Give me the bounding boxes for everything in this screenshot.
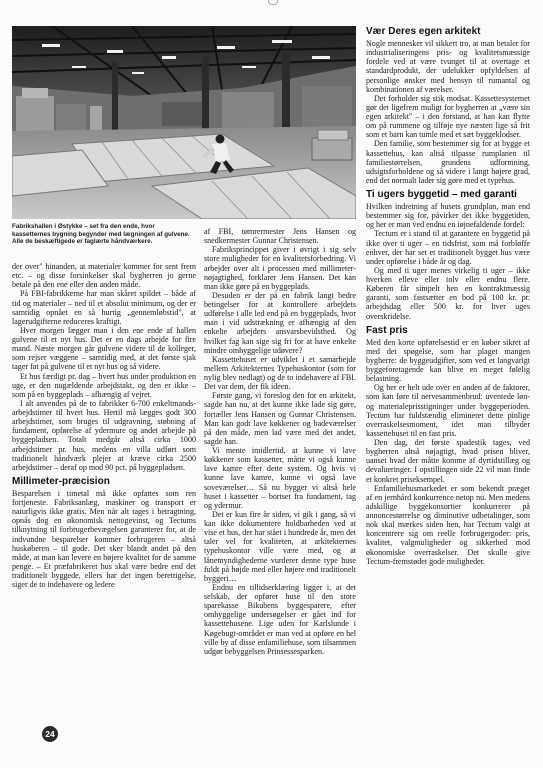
paragraph: Et hus færdigt pr. dag – hvert hus under produktion en uge, er den nugældende arbejdstakt, og den er ikke – som på en byggeplads – afhængig af vejret. [12, 371, 196, 399]
paragraph: På FBI-fabrikkerne har man skåret spildet – både af tid og materialer – ned til et absolut minimum, og der er samtidig opnået en så hurtig „gennemløbstid", at lagerudgifterne reduceres kraftigt. [12, 289, 196, 326]
paragraph: Det forholder sig stik modsat. Kassettesystemet gør det ligefrem muligt for bygherren at „være sin egen arkitekt" – i den forstand, at han kan flytte om på rummene og tilføje nye næsten lige så frit som et barn kan tumle med et sæt byggeklodser. [366, 93, 530, 140]
paragraph: Den dag, det første spadestik tages, ved bygherren altså nøjagtigt, hvad prisen bliver, uanset hvad der måtte komme af dyrtidstillæg og devalueringer. I opstillingen side 22 vil man finde et konkret priseksempel. [366, 438, 530, 484]
subheading-fast-pris: Fast pris [366, 324, 408, 336]
paragraph: Endnu en tillidserklæring ligger i, at det selskab, der opfører huse til den store sparekasse Bikubens byggesparere, efter omhyggelige undersøgelser er gået ind for kassettehusene. Lige uden for Karlslunde i Køgebugt-området er man ved at opføre en hel ville by af disse enfamiliehuse, som tilsammen udgør bebyggelsen Prinsessesparken. [204, 582, 356, 656]
paragraph: Hvilken indretning af husets grundplan, man end bestemmer sig for, påvirker det ikke byggetiden, og her er man ved endnu en iøjnefaldende fordel: [366, 202, 530, 230]
paragraph: Fabriksprincippet giver i øvrigt i sig selv store muligheder for en kvalitetsforbedring. Vi arbejder over alt i processen med millimeter-nøjagtighed, forklarer Jens Hansen. Det kan man ikke gøre på en byggeplads. [204, 245, 356, 291]
paragraph: Det er kun fire år siden, vi gik i gang, så vi kan ikke dokumentere holdbarheden ved at vise et hus, der har stået i hundrede år, men det taler vel for kvaliteten, at arkitekternes typehuskontor ville være med, og at lånemyndighederne vurderer denne type huse fuldt på højde med eller højere end traditionelt byggeri… [204, 509, 356, 583]
paragraph: Tectum er i stand til at garantere en byggetid på ikke over ti uger – en tidsfrist, som må forbløffe enhver, der har set et traditionelt bygget hus være under opførelse i både år og dag. [366, 229, 530, 266]
paragraph: Første gang, vi foreslog den for en arkitekt, sagde han nu, at det kunne ikke lade sig gøre, fortæller Jens Hansen og Gunnar Christensen. Man kan godt lave køkkener og badeværelser på den måde, men lad være med det andet, sagde han. [204, 391, 356, 446]
subheading-vaer-deres-egen-arkitekt: Vær Deres egen arkitekt [366, 26, 481, 37]
paragraph: Vi mente imidlertid, at kunne vi lave køkkener som kassetter, måtte vi også kunne lave kamre efter dette system. Og hvis vi kunne lave kamre, kunne vi også lave soveværelser… Så nu bygger vi altså hele huset i kassetter – bortset fra fundament, tag og ydermur. [204, 446, 356, 510]
photo-caption: Fabrikshallen i Østykke – set fra den ende, hvor kassetternes bygning begynder med lægningen af gulvene. Alle de beskæftigede er faglærte håndværkere. [12, 223, 190, 246]
paragraph: Og med ti uger menes virkelig ti uger – ikke hverken elleve eller tolv eller endnu flere. Køberen får simpelt hen en kontraktmæssig garanti, som fastsætter en bod på 100 kr. pr. arbejdsdag eller 500 kr. for hver uges overskridelse. [366, 265, 530, 321]
article-column-1 [12, 262, 196, 589]
article-column-2 [204, 227, 356, 656]
paragraph: Kassettehuset er udviklet i et samarbejde mellem Arkitekternes Typehuskontor (som for nylig blev nedlagt) og de to indehavere af FBI. Det var dem, der fik ideen. [204, 354, 356, 392]
paragraph: der over" hinanden, at materialer kommer for sent frem etc. – og disse forsinkelser skal bygherren jo gerne betale på den ene eller den anden måde. [12, 262, 196, 290]
paragraph: Den familie, som bestemmer sig for at bygge et kassettehus, kan altså tilpasse rumplanen til familiestørrelsen, grundens udformning, udsigtsforholdene og så videre i langt højere grad, end det normalt lader sig gøre med et typehus. [366, 139, 530, 185]
article-column-3 [366, 26, 530, 566]
paragraph: Besparelsen i timetal må ikke opfattes som ren fortjeneste. Fabriksanlæg, maskiner og transport er naturligvis ikke gratis. Men når alt tages i betragtning, opnås dog en økonomisk nettogevinst, og Tectums tilknytning til forbrugerbevægelsen garanterer for, at de indvundne besparelser kommer forbrugeren – altså huskøberen – til gode. Det sker blandt andet på den måde, at man kan levere en højere kvalitet for de samme penge. – Et præfabrikeret hus skal være bedre end det traditionelt byggede, ellers har det ingen berettigelse, siger de to indehavere og ledere [12, 488, 196, 590]
subheading-ti-ugers-byggetid: Ti ugers byggetid – med garanti [366, 189, 517, 200]
paragraph: Desuden er der på en fabrik langt bedre betingelser for at kontrollere arbejdets udførelse i alle led end på en byggeplads, hvor man i vid udstrækning er afhængig af den enkelte arbejders ansvarsbevidsthed. Og hvilket fag kan sige sig fri for at have enkelte mindre omhyggelige udøvere? [204, 290, 356, 355]
paragraph: Med den korte opførelsestid er en køber sikret af med det spøgelse, som har plaget mangen bygherre: de byggeudgifter, som ved et langvarigt byggeforetagende kan blive en meget følelig belastning. [366, 337, 530, 384]
paragraph: af FBI, tømrermester Jens Hansen og snedkermester Gunnar Christensen. [204, 227, 356, 246]
paragraph: Hver morgen lægger man i den ene ende af hallen gulvene til et nyt hus. Det er en dags arbejde for fire mand. Næste morgen går gulvene videre til de kolleger, som rejser væggene – samtidig med, at det første sjak tager fat på gulvene til et nyt hus og så videre. [12, 325, 196, 372]
paragraph: Nogle mennesker vil sikkert tro, at man betaler for industrialiseringens pris- og kvalitetsmæssige fordele ved at være tvunget til at overtage et standardprodukt, der udelukker opfyldelsen af personlige ønsker med hensyn til rumantal og kombinationen af værelser. [366, 39, 530, 94]
paragraph: Enfamiliehusmarkedet er som bekendt præget af en jernhård konkurrence netop nu. Men medens adskillige byggekonsortier konkurrerer på annoncestørrelse og diminutive udbetalinger, som nok skal mærkes siden hen, har Tectum valgt at koncentrere sig om reelle forbrugergoder: pris, kvalitet, valgmuligheder og sikkerhed mod økonomiske overraskelser. Det skulle give Tectum-fremstødet gode muligheder. [366, 483, 530, 566]
page-number: 24 [42, 726, 58, 742]
paragraph: I alt anvendes på de to fabrikker 6-700 enkeltmands-arbejdstimer til hvert hus. Hertil må lægges godt 300 arbejdstimer, som bruges til udgravning, støbning af fundament, opførelse af ydermure og andet arbejde på byggepladsen. Totalt medgår altså cirka 1000 arbejdstimer pr. hus, medens en villa udført som traditionelt håndværk plejer at kræve cirka 2500 arbejdstimer – deraf op mod 90 pct. på byggepladsen. [12, 398, 196, 472]
subheading-millimeter-praecision: Millimeter-præcision [12, 475, 110, 487]
binding-mark [268, 0, 278, 5]
factory-hall-photo [12, 26, 356, 219]
paragraph: Og her er helt ude over en anden af de faktorer, som kan føre til nervesammenbrud: uventede løn- og materialeprisstigninger under byggeperioden. Tectum har fuldstændig elimineret dette pinlige overraskelsesmoment, idet man tilbyder kassettehuset til en fast pris. [366, 383, 530, 438]
